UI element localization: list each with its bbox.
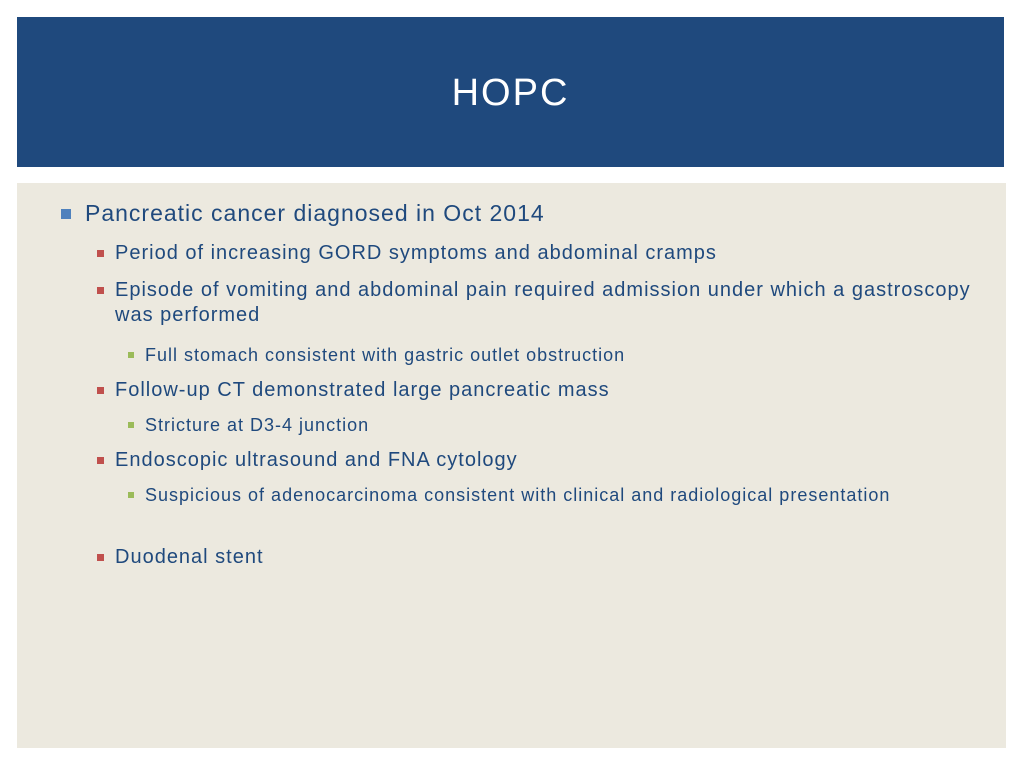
square-bullet-icon	[128, 352, 134, 358]
square-bullet-icon	[97, 554, 104, 561]
bullet-text: Pancreatic cancer diagnosed in Oct 2014	[85, 200, 545, 226]
square-bullet-icon	[128, 492, 134, 498]
square-bullet-icon	[97, 250, 104, 257]
bullet-item	[115, 241, 975, 266]
bullet-text: Full stomach consistent with gastric outlet obstruction	[145, 345, 626, 365]
bullet-text: Period of increasing GORD symptoms and abdominal cramps	[115, 242, 717, 264]
bullet-item	[115, 278, 975, 328]
bullet-text: Follow-up CT demonstrated large pancreatic mass	[115, 379, 610, 401]
bullet-text: Endoscopic ultrasound and FNA cytology	[115, 449, 518, 471]
content-panel	[17, 183, 1006, 748]
square-bullet-icon	[61, 209, 71, 219]
bullet-item	[145, 344, 975, 367]
bullet-item	[145, 414, 975, 437]
bullet-text: Episode of vomiting and abdominal pain required admission under which a gastroscopy was performed	[115, 279, 971, 326]
bullet-text: Duodenal stent	[115, 546, 264, 568]
bullet-item	[115, 378, 975, 403]
square-bullet-icon	[97, 387, 104, 394]
square-bullet-icon	[128, 422, 134, 428]
slide-title: HOPC	[451, 71, 570, 114]
bullet-text: Stricture at D3-4 junction	[145, 415, 370, 435]
bullet-text: Suspicious of adenocarcinoma consistent with clinical and radiological presentation	[145, 485, 891, 505]
square-bullet-icon	[97, 457, 104, 464]
bullet-item	[85, 199, 985, 228]
bullet-item	[145, 484, 945, 507]
bullet-item	[115, 545, 975, 570]
title-bar	[17, 17, 1004, 167]
square-bullet-icon	[97, 287, 104, 294]
bullet-item	[115, 448, 975, 473]
